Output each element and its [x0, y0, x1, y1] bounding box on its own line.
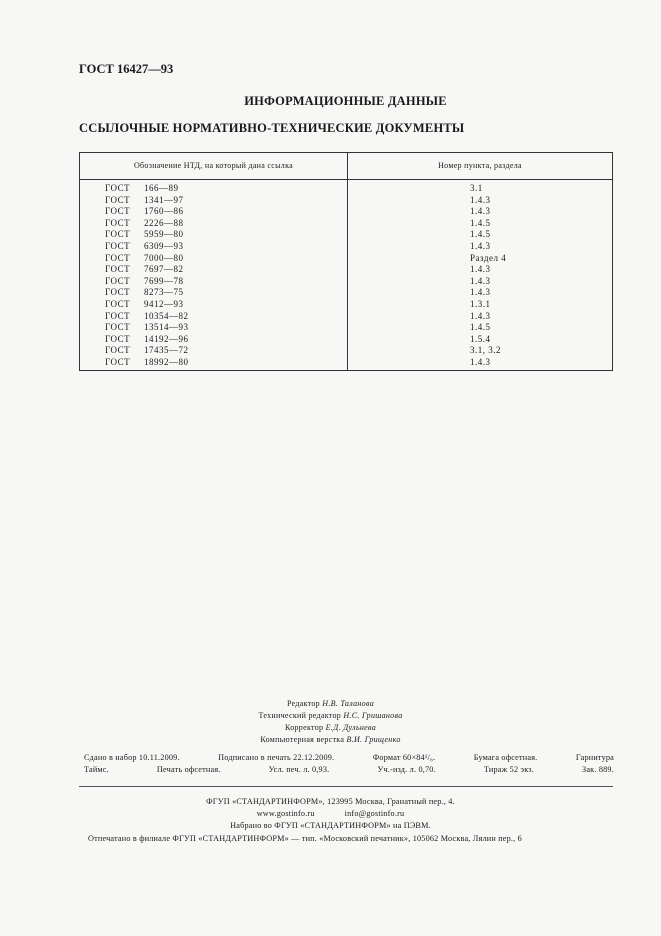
table-row: [80, 241, 612, 253]
table-row: [80, 334, 612, 346]
references-table: [79, 152, 613, 371]
publication-info-item: Гарнитура: [575, 753, 614, 762]
credits-block: [0, 698, 661, 746]
publication-info-item: Усл. печ. л. 0,93.: [268, 765, 330, 774]
table-row: [80, 276, 612, 288]
gost-prefix: ГОСТ: [105, 252, 131, 263]
gost-prefix: ГОСТ: [105, 240, 131, 251]
table-row: [80, 253, 612, 265]
gost-prefix: ГОСТ: [105, 217, 131, 228]
layout-line: Компьютерная верстка В.И. Грищенко: [260, 735, 401, 744]
table-row: [80, 287, 612, 299]
gost-prefix: ГОСТ: [105, 310, 131, 321]
clause-number: 1.3.1: [470, 298, 491, 309]
publication-info-item: Тираж 52 экз.: [483, 765, 534, 774]
publication-info-item: Подписано в печать 22.12.2009.: [218, 753, 335, 762]
clause-number: 3.1, 3.2: [470, 345, 501, 356]
table-body: [80, 183, 612, 369]
clause-number: 1.4.5: [470, 217, 491, 228]
table-row: [80, 195, 612, 207]
clause-number: 1.4.3: [470, 310, 491, 321]
table-row: [80, 264, 612, 276]
email-link[interactable]: info@gostinfo.ru: [344, 809, 405, 818]
gost-number: 7697—82: [144, 264, 184, 275]
gost-prefix: ГОСТ: [105, 356, 131, 367]
clause-number: 1.4.5: [470, 322, 491, 333]
header-document: Обозначение НТД, на который дана ссылка: [133, 161, 294, 170]
publication-info-item: Таймс.: [84, 765, 109, 774]
publication-info-item: Печать офсетная.: [156, 765, 221, 774]
header-rule: [80, 179, 612, 180]
gost-prefix: ГОСТ: [105, 333, 131, 344]
gost-prefix: ГОСТ: [105, 345, 131, 356]
table-row: [80, 357, 612, 369]
clause-number: 1.4.5: [470, 229, 491, 240]
publication-info-item: Зак. 889.: [582, 765, 614, 774]
gost-number: 18992—80: [144, 356, 189, 367]
document-code: ГОСТ 16427—93: [79, 62, 174, 76]
table-row: [80, 183, 612, 195]
gost-prefix: ГОСТ: [105, 194, 131, 205]
clause-number: 1.4.3: [470, 275, 491, 286]
gost-number: 17435—72: [144, 345, 189, 356]
clause-number: 3.1: [470, 183, 483, 193]
table-row: [80, 345, 612, 357]
gost-number: 14192—96: [144, 333, 189, 344]
gost-prefix: ГОСТ: [105, 229, 131, 240]
publisher-address: ФГУП «СТАНДАРТИНФОРМ», 123995 Москва, Гранатный пер., 4.: [206, 797, 455, 806]
refs-title: ССЫЛОЧНЫЕ НОРМАТИВНО-ТЕХНИЧЕСКИЕ ДОКУМЕНТЫ: [79, 121, 465, 135]
clause-number: 1.4.3: [470, 240, 491, 251]
publication-info-item: Уч.-изд. л. 0,70.: [377, 765, 436, 774]
clause-number: 1.4.3: [470, 264, 491, 275]
table-row: [80, 229, 612, 241]
clause-number: 1.4.3: [470, 287, 491, 298]
corrector-line: Корректор Е.Д. Дульнева: [284, 723, 377, 732]
publication-info-item: Бумага офсетная.: [473, 753, 538, 762]
gost-number: 7699—78: [144, 275, 184, 286]
table-row: [80, 206, 612, 218]
gost-number: 1760—86: [144, 206, 184, 217]
clause-number: Раздел 4: [470, 252, 507, 263]
gost-number: 7000—80: [144, 252, 184, 263]
table-row: [80, 322, 612, 334]
gost-number: 6309—93: [144, 240, 184, 251]
clause-number: 1.4.3: [470, 356, 491, 367]
gost-prefix: ГОСТ: [105, 287, 131, 298]
tech-editor-line: Технический редактор Н.С. Гришанова: [258, 711, 403, 720]
gost-prefix: ГОСТ: [105, 183, 131, 193]
publisher-footer: [0, 796, 661, 843]
info-title: ИНФОРМАЦИОННЫЕ ДАННЫЕ: [244, 94, 447, 108]
gost-number: 9412—93: [144, 298, 184, 309]
publication-info-line: [84, 764, 614, 776]
publication-info-line: [84, 752, 614, 764]
clause-number: 1.4.3: [470, 206, 491, 217]
gost-number: 5959—80: [144, 229, 184, 240]
printer-note: Отпечатано в филиале ФГУП «СТАНДАРТИНФОРМ» — тип. «Московский печатник», 105062 Москва, Лялин пер., 6: [88, 834, 522, 843]
contact-line: [0, 808, 661, 820]
table-row: [80, 218, 612, 230]
table-row: [80, 299, 612, 311]
gost-number: 10354—82: [144, 310, 189, 321]
publication-info-item: Сдано в набор 10.11.2009.: [84, 753, 180, 762]
gost-number: 1341—97: [144, 194, 184, 205]
gost-number: 166—89: [144, 183, 179, 193]
editor-line: Редактор Н.В. Таланова: [287, 699, 374, 708]
gost-prefix: ГОСТ: [105, 275, 131, 286]
clause-number: 1.4.3: [470, 194, 491, 205]
divider: [79, 786, 613, 787]
publication-info: [84, 752, 614, 776]
gost-prefix: ГОСТ: [105, 264, 131, 275]
gost-number: 8273—75: [144, 287, 184, 298]
gost-prefix: ГОСТ: [105, 206, 131, 217]
gost-prefix: ГОСТ: [105, 322, 131, 333]
gost-number: 13514—93: [144, 322, 189, 333]
header-clause: Номер пункта, раздела: [438, 161, 522, 170]
website-link[interactable]: www.gostinfo.ru: [256, 809, 315, 818]
clause-number: 1.5.4: [470, 333, 491, 344]
table-row: [80, 311, 612, 323]
gost-prefix: ГОСТ: [105, 298, 131, 309]
publication-info-item: Формат 60×84¹/₈.: [372, 753, 436, 762]
typeset-note: Набрано во ФГУП «СТАНДАРТИНФОРМ» на ПЭВМ.: [230, 821, 431, 830]
gost-number: 2226—88: [144, 217, 184, 228]
